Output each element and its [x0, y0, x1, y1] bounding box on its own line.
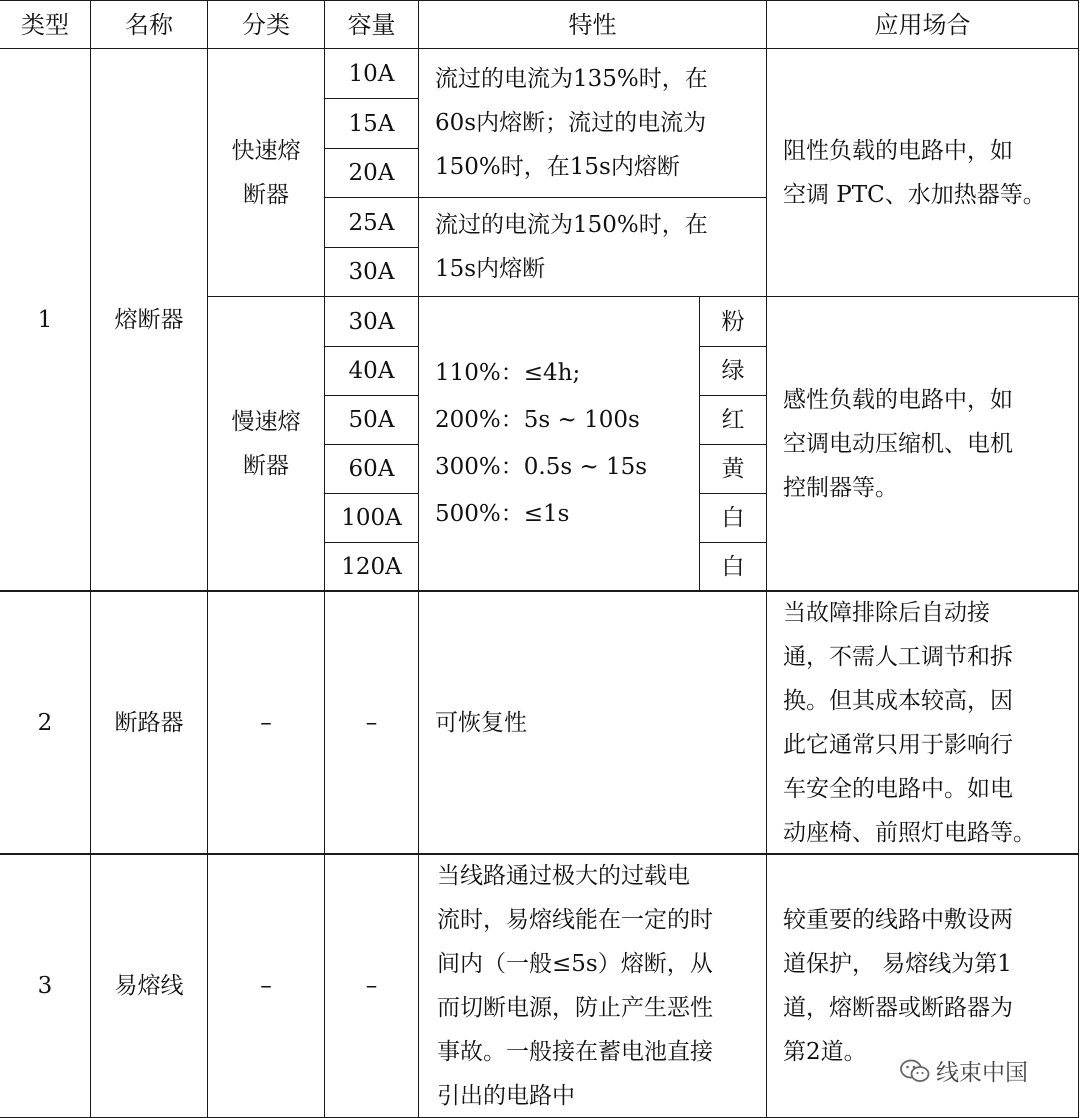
fast-capacity-25a: 25A: [324, 197, 419, 248]
slow-color-pink: 粉: [699, 296, 767, 347]
slow-capacity-60a: 60A: [324, 444, 419, 494]
row2-name: 断路器: [90, 590, 208, 854]
row3-application: 较重要的线路中敷设两 道保护， 易熔线为第1 道，熔断器或断路器为 第2道。: [766, 853, 1079, 1118]
header-application: 应用场合: [766, 0, 1079, 49]
row3-name: 易熔线: [90, 853, 208, 1118]
row2-feature: 可恢复性: [418, 590, 767, 854]
slow-color-white-2: 白: [699, 542, 767, 591]
fast-feature-a: 流过的电流为135%时，在 60s内熔断；流过的电流为 150%时，在15s内熔断: [418, 48, 767, 198]
fast-application: 阻性负载的电路中，如 空调 PTC、水加热器等。: [766, 48, 1079, 297]
row1-type: 1: [0, 48, 91, 591]
slow-fuse-category: 慢速熔 断器: [207, 296, 325, 591]
fast-feature-b: 流过的电流为150%时，在 15s内熔断: [418, 197, 767, 297]
slow-capacity-100a: 100A: [324, 493, 419, 543]
slow-capacity-40a: 40A: [324, 346, 419, 396]
slow-capacity-120a: 120A: [324, 542, 419, 591]
header-category: 分类: [207, 0, 325, 49]
header-name: 名称: [90, 0, 208, 49]
fast-capacity-10a: 10A: [324, 48, 419, 99]
slow-application: 感性负载的电路中，如 空调电动压缩机、电机 控制器等。: [766, 296, 1079, 591]
header-capacity: 容量: [324, 0, 419, 49]
row2-application: 当故障排除后自动接 通，不需人工调节和拆 换。但其成本较高，因 此它通常只用于影响行 车安全的电路中。如电 动座椅、前照灯电路等。: [766, 590, 1079, 854]
row2-capacity: –: [324, 590, 419, 854]
row3-type: 3: [0, 853, 91, 1118]
watermark: [896, 1052, 1032, 1089]
slow-color-white-1: 白: [699, 493, 767, 543]
slow-color-green: 绿: [699, 346, 767, 396]
slow-color-red: 红: [699, 395, 767, 445]
fast-capacity-20a: 20A: [324, 148, 419, 198]
header-feature: 特性: [418, 0, 767, 49]
slow-color-yellow: 黄: [699, 444, 767, 494]
row1-name: 熔断器: [90, 48, 208, 591]
fast-capacity-30a: 30A: [324, 247, 419, 297]
row2-category: –: [207, 590, 325, 854]
watermark-text: 线束中国: [936, 1060, 1028, 1086]
slow-capacity-30a: 30A: [324, 296, 419, 347]
row2-type: 2: [0, 590, 91, 854]
wechat-icon: [900, 1058, 930, 1084]
fast-capacity-15a: 15A: [324, 98, 419, 149]
fast-fuse-category: 快速熔 断器: [207, 48, 325, 297]
header-type: 类型: [0, 0, 91, 49]
row3-feature: 当线路通过极大的过载电 流时，易熔线能在一定的时 间内（一般≤5s）熔断，从 而切断电源，防止产生恶性 事故。一般接在蓄电池直接 引出的电路中: [418, 853, 767, 1118]
slow-capacity-50a: 50A: [324, 395, 419, 445]
slow-feature: 110%：≤4h; 200%：5s ~ 100s 300%：0.5s ~ 15s 500%：≤1s: [418, 296, 700, 591]
row3-category: –: [207, 853, 325, 1118]
row3-capacity: –: [324, 853, 419, 1118]
